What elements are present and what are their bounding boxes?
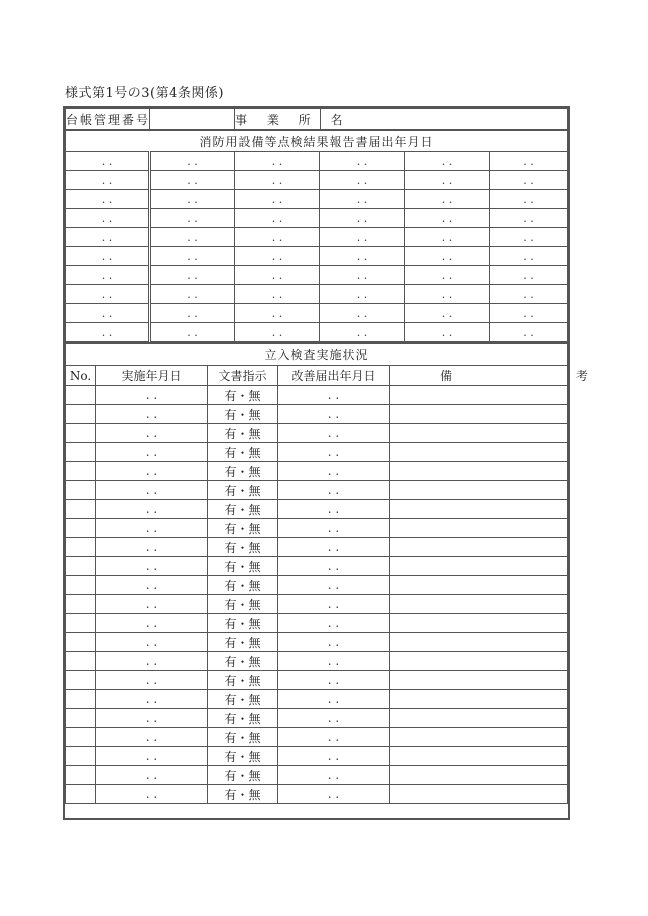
report-date-cell[interactable]: . . (320, 247, 405, 266)
inspection-row (66, 671, 568, 690)
inspection-date-cell[interactable]: . . (96, 500, 208, 519)
inspection-date-cell[interactable]: . . (96, 557, 208, 576)
ledger-number-field[interactable] (150, 109, 235, 130)
report-date-cell[interactable]: . . (235, 323, 320, 342)
report-date-cell[interactable]: . . (320, 285, 405, 304)
inspection-row (66, 481, 568, 500)
inspection-column-headers (66, 366, 568, 386)
inspection-row (66, 595, 568, 614)
inspection-date-cell[interactable]: . . (96, 538, 208, 557)
report-date-cell[interactable]: . . (66, 209, 150, 228)
remarks-cell[interactable] (390, 614, 568, 633)
inspection-date-cell[interactable]: . . (96, 424, 208, 443)
document-instruction-cell[interactable]: 有・無 (208, 633, 278, 652)
inspection-date-cell[interactable]: . . (96, 785, 208, 804)
col-remarks-header: 備 考 (390, 366, 568, 386)
document-instruction-cell[interactable]: 有・無 (208, 652, 278, 671)
improvement-date-cell[interactable]: . . (278, 652, 390, 671)
inspection-row (66, 633, 568, 652)
inspection-row (66, 576, 568, 595)
report-date-cell[interactable]: . . (490, 228, 568, 247)
inspection-no-cell[interactable] (66, 481, 96, 500)
report-date-cell[interactable]: . . (235, 228, 320, 247)
improvement-date-cell[interactable]: . . (278, 481, 390, 500)
remarks-cell[interactable] (390, 519, 568, 538)
inspection-date-cell[interactable]: . . (96, 652, 208, 671)
report-date-cell[interactable]: . . (405, 171, 490, 190)
report-date-cell[interactable]: . . (490, 266, 568, 285)
inspection-date-cell[interactable]: . . (96, 595, 208, 614)
inspection-date-cell[interactable]: . . (96, 690, 208, 709)
report-date-cell[interactable]: . . (66, 285, 150, 304)
inspection-section-title: 立入検査実施状況 (66, 343, 568, 366)
inspection-row (66, 557, 568, 576)
remarks-cell[interactable] (390, 709, 568, 728)
inspection-row (66, 424, 568, 443)
inspection-row (66, 785, 568, 804)
document-instruction-cell[interactable]: 有・無 (208, 538, 278, 557)
report-date-cell[interactable]: . . (235, 304, 320, 323)
ledger-number-label: 台帳管理番号 (66, 109, 150, 130)
inspection-row (66, 386, 568, 405)
inspection-date-cell[interactable]: . . (96, 747, 208, 766)
document-instruction-cell[interactable]: 有・無 (208, 728, 278, 747)
inspection-no-cell[interactable] (66, 405, 96, 424)
inspection-no-cell[interactable] (66, 766, 96, 785)
document-instruction-cell[interactable]: 有・無 (208, 614, 278, 633)
remarks-cell[interactable] (390, 405, 568, 424)
remarks-cell[interactable] (390, 766, 568, 785)
report-date-row (66, 323, 568, 342)
report-date-cell[interactable]: . . (66, 247, 150, 266)
remarks-cell[interactable] (390, 557, 568, 576)
form-title: 様式第1号の3(第4条関係) (65, 86, 224, 101)
report-date-cell[interactable]: . . (150, 190, 235, 209)
report-date-cell[interactable]: . . (405, 209, 490, 228)
inspection-no-cell[interactable] (66, 747, 96, 766)
inspection-date-cell[interactable]: . . (96, 728, 208, 747)
improvement-date-cell[interactable]: . . (278, 424, 390, 443)
report-date-cell[interactable]: . . (320, 228, 405, 247)
report-date-row (66, 171, 568, 190)
report-date-cell[interactable]: . . (235, 266, 320, 285)
document-instruction-cell[interactable]: 有・無 (208, 386, 278, 405)
report-date-cell[interactable]: . . (150, 247, 235, 266)
remarks-cell[interactable] (390, 424, 568, 443)
report-date-cell[interactable]: . . (490, 304, 568, 323)
improvement-date-cell[interactable]: . . (278, 500, 390, 519)
report-date-cell[interactable]: . . (405, 152, 490, 171)
document-instruction-cell[interactable]: 有・無 (208, 709, 278, 728)
document-instruction-cell[interactable]: 有・無 (208, 576, 278, 595)
document-instruction-cell[interactable]: 有・無 (208, 785, 278, 804)
inspection-date-cell[interactable]: . . (96, 462, 208, 481)
inspection-row (66, 538, 568, 557)
report-date-cell[interactable]: . . (150, 171, 235, 190)
report-date-row (66, 209, 568, 228)
inspection-row (66, 443, 568, 462)
improvement-date-cell[interactable]: . . (278, 633, 390, 652)
office-name-field[interactable] (321, 109, 568, 130)
report-date-row (66, 190, 568, 209)
report-date-table (65, 130, 568, 342)
inspection-date-cell[interactable]: . . (96, 614, 208, 633)
col-improvement-header: 改善届出年月日 (278, 366, 390, 386)
report-date-cell[interactable]: . . (150, 152, 235, 171)
inspection-row (66, 709, 568, 728)
report-date-cell[interactable]: . . (66, 190, 150, 209)
report-date-cell[interactable]: . . (150, 304, 235, 323)
inspection-no-cell[interactable] (66, 785, 96, 804)
remarks-cell[interactable] (390, 481, 568, 500)
report-date-cell[interactable]: . . (150, 209, 235, 228)
report-date-cell[interactable]: . . (235, 152, 320, 171)
report-date-cell[interactable]: . . (66, 152, 150, 171)
remarks-cell[interactable] (390, 462, 568, 481)
improvement-date-cell[interactable]: . . (278, 766, 390, 785)
report-date-cell[interactable]: . . (235, 247, 320, 266)
report-date-cell[interactable]: . . (490, 247, 568, 266)
improvement-date-cell[interactable]: . . (278, 443, 390, 462)
report-date-cell[interactable]: . . (66, 171, 150, 190)
improvement-date-cell[interactable]: . . (278, 728, 390, 747)
report-date-row (66, 152, 568, 171)
inspection-no-cell[interactable] (66, 614, 96, 633)
report-date-cell[interactable]: . . (320, 209, 405, 228)
report-date-cell[interactable]: . . (405, 247, 490, 266)
inspection-date-cell[interactable]: . . (96, 405, 208, 424)
report-date-cell[interactable]: . . (405, 304, 490, 323)
report-date-cell[interactable]: . . (66, 228, 150, 247)
report-date-cell[interactable]: . . (66, 304, 150, 323)
document-instruction-cell[interactable]: 有・無 (208, 481, 278, 500)
inspection-row (66, 766, 568, 785)
improvement-date-cell[interactable]: . . (278, 690, 390, 709)
inspection-no-cell[interactable] (66, 557, 96, 576)
inspection-row (66, 652, 568, 671)
inspection-no-cell[interactable] (66, 538, 96, 557)
report-date-cell[interactable]: . . (235, 285, 320, 304)
improvement-date-cell[interactable]: . . (278, 386, 390, 405)
inspection-date-cell[interactable]: . . (96, 671, 208, 690)
inspection-table (65, 342, 648, 804)
report-date-cell[interactable]: . . (320, 266, 405, 285)
report-date-row (66, 247, 568, 266)
inspection-row (66, 519, 568, 538)
inspection-no-cell[interactable] (66, 728, 96, 747)
inspection-row (66, 405, 568, 424)
report-date-cell[interactable]: . . (490, 171, 568, 190)
inspection-no-cell[interactable] (66, 652, 96, 671)
improvement-date-cell[interactable]: . . (278, 614, 390, 633)
improvement-date-cell[interactable]: . . (278, 576, 390, 595)
inspection-rows (66, 386, 568, 804)
improvement-date-cell[interactable]: . . (278, 538, 390, 557)
inspection-no-cell[interactable] (66, 424, 96, 443)
remarks-cell[interactable] (390, 671, 568, 690)
inspection-row (66, 747, 568, 766)
improvement-date-cell[interactable]: . . (278, 405, 390, 424)
col-date-header: 実施年月日 (96, 366, 208, 386)
report-date-row (66, 304, 568, 323)
inspection-date-cell[interactable]: . . (96, 481, 208, 500)
document-instruction-cell[interactable]: 有・無 (208, 595, 278, 614)
report-date-cell[interactable]: . . (320, 171, 405, 190)
improvement-date-cell[interactable]: . . (278, 557, 390, 576)
inspection-no-cell[interactable] (66, 709, 96, 728)
form-frame (63, 106, 648, 820)
report-date-cell[interactable]: . . (405, 323, 490, 342)
improvement-date-cell[interactable]: . . (278, 709, 390, 728)
report-date-cell[interactable]: . . (235, 209, 320, 228)
document-instruction-cell[interactable]: 有・無 (208, 500, 278, 519)
document-instruction-cell[interactable]: 有・無 (208, 557, 278, 576)
inspection-row (66, 728, 568, 747)
report-date-cell[interactable]: . . (405, 285, 490, 304)
inspection-date-cell[interactable]: . . (96, 576, 208, 595)
document-instruction-cell[interactable]: 有・無 (208, 747, 278, 766)
report-date-cell[interactable]: . . (150, 285, 235, 304)
inspection-no-cell[interactable] (66, 462, 96, 481)
report-date-cell[interactable]: . . (66, 323, 150, 342)
inspection-date-cell[interactable]: . . (96, 709, 208, 728)
report-date-cell[interactable]: . . (490, 152, 568, 171)
inspection-no-cell[interactable] (66, 576, 96, 595)
report-date-row (66, 228, 568, 247)
report-date-cell[interactable]: . . (490, 285, 568, 304)
improvement-date-cell[interactable]: . . (278, 747, 390, 766)
remarks-cell[interactable] (390, 652, 568, 671)
inspection-row (66, 462, 568, 481)
document-instruction-cell[interactable]: 有・無 (208, 405, 278, 424)
document-instruction-cell[interactable]: 有・無 (208, 519, 278, 538)
improvement-date-cell[interactable]: . . (278, 785, 390, 804)
improvement-date-cell[interactable]: . . (278, 595, 390, 614)
document-instruction-cell[interactable]: 有・無 (208, 443, 278, 462)
inspection-no-cell[interactable] (66, 690, 96, 709)
improvement-date-cell[interactable]: . . (278, 519, 390, 538)
report-date-cell[interactable]: . . (405, 266, 490, 285)
report-date-cell[interactable]: . . (320, 323, 405, 342)
report-date-cell[interactable]: . . (405, 190, 490, 209)
header-table (65, 108, 568, 130)
remarks-cell[interactable] (390, 633, 568, 652)
inspection-row (66, 500, 568, 519)
improvement-date-cell[interactable]: . . (278, 462, 390, 481)
inspection-no-cell[interactable] (66, 633, 96, 652)
report-date-row (66, 266, 568, 285)
remarks-cell[interactable] (390, 595, 568, 614)
report-date-cell[interactable]: . . (150, 266, 235, 285)
remarks-cell[interactable] (390, 443, 568, 462)
inspection-date-cell[interactable]: . . (96, 766, 208, 785)
document-instruction-cell[interactable]: 有・無 (208, 424, 278, 443)
inspection-no-cell[interactable] (66, 443, 96, 462)
improvement-date-cell[interactable]: . . (278, 671, 390, 690)
inspection-no-cell[interactable] (66, 386, 96, 405)
report-date-cell[interactable]: . . (405, 228, 490, 247)
inspection-no-cell[interactable] (66, 671, 96, 690)
report-date-cell[interactable]: . . (150, 228, 235, 247)
report-date-cell[interactable]: . . (320, 304, 405, 323)
report-date-cell[interactable]: . . (235, 190, 320, 209)
report-date-cell[interactable]: . . (66, 266, 150, 285)
inspection-date-cell[interactable]: . . (96, 386, 208, 405)
inspection-row (66, 690, 568, 709)
inspection-date-cell[interactable]: . . (96, 633, 208, 652)
document-instruction-cell[interactable]: 有・無 (208, 690, 278, 709)
report-date-row (66, 285, 568, 304)
report-date-cell[interactable]: . . (235, 171, 320, 190)
remarks-cell[interactable] (390, 500, 568, 519)
report-date-cell[interactable]: . . (490, 209, 568, 228)
inspection-no-cell[interactable] (66, 595, 96, 614)
report-date-grid (66, 152, 568, 342)
inspection-date-cell[interactable]: . . (96, 443, 208, 462)
col-no-header: No. (66, 366, 96, 386)
report-date-cell[interactable]: . . (490, 323, 568, 342)
remarks-cell[interactable] (390, 538, 568, 557)
report-date-cell[interactable]: . . (320, 190, 405, 209)
col-document-header: 文書指示 (208, 366, 278, 386)
inspection-no-cell[interactable] (66, 519, 96, 538)
document-instruction-cell[interactable]: 有・無 (208, 766, 278, 785)
inspection-date-cell[interactable]: . . (96, 519, 208, 538)
remarks-cell[interactable] (390, 690, 568, 709)
report-date-cell[interactable]: . . (150, 323, 235, 342)
remarks-cell[interactable] (390, 747, 568, 766)
report-date-cell[interactable]: . . (320, 152, 405, 171)
remarks-cell[interactable] (390, 386, 568, 405)
remarks-cell[interactable] (390, 576, 568, 595)
inspection-no-cell[interactable] (66, 500, 96, 519)
document-instruction-cell[interactable]: 有・無 (208, 462, 278, 481)
report-section-title: 消防用設備等点検結果報告書届出年月日 (66, 131, 568, 152)
office-name-label: 事 業 所 名 (235, 109, 321, 130)
inspection-row (66, 614, 568, 633)
remarks-cell[interactable] (390, 728, 568, 747)
report-date-cell[interactable]: . . (490, 190, 568, 209)
document-instruction-cell[interactable]: 有・無 (208, 671, 278, 690)
remarks-cell[interactable] (390, 785, 568, 804)
